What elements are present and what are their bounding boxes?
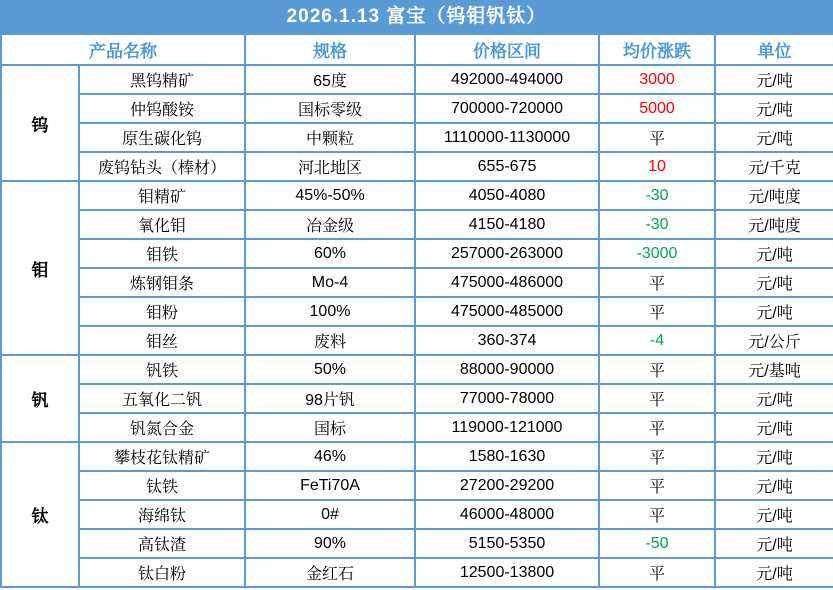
unit-cell: 元/吨 bbox=[715, 268, 833, 297]
spec-cell: 100% bbox=[245, 297, 415, 326]
product-name-cell: 钼丝 bbox=[79, 326, 245, 355]
spec-cell: 0# bbox=[245, 500, 415, 529]
price-range-cell: 475000-486000 bbox=[415, 268, 599, 297]
price-change-cell: 3000 bbox=[599, 65, 715, 94]
table-row bbox=[1, 384, 833, 413]
price-range-cell: 492000-494000 bbox=[415, 65, 599, 94]
price-change-cell: 平 bbox=[599, 268, 715, 297]
spec-cell: 90% bbox=[245, 529, 415, 558]
unit-cell: 元/吨 bbox=[715, 239, 833, 268]
unit-cell: 元/吨 bbox=[715, 500, 833, 529]
price-range-cell: 1110000-1130000 bbox=[415, 123, 599, 152]
product-name-cell: 钼铁 bbox=[79, 239, 245, 268]
price-table bbox=[0, 33, 833, 588]
price-range-cell: 1580-1630 bbox=[415, 442, 599, 471]
spec-cell: FeTi70A bbox=[245, 471, 415, 500]
price-change-cell: -4 bbox=[599, 326, 715, 355]
table-row bbox=[1, 181, 833, 210]
unit-cell: 元/吨 bbox=[715, 471, 833, 500]
product-name-cell: 钛白粉 bbox=[79, 558, 245, 587]
table-row bbox=[1, 355, 833, 384]
table-row bbox=[1, 123, 833, 152]
spec-cell: 中颗粒 bbox=[245, 123, 415, 152]
price-change-cell: 平 bbox=[599, 500, 715, 529]
table-row bbox=[1, 413, 833, 442]
price-range-cell: 655-675 bbox=[415, 152, 599, 181]
spec-cell: 98片钒 bbox=[245, 384, 415, 413]
product-name-cell: 原生碳化钨 bbox=[79, 123, 245, 152]
price-change-cell: 平 bbox=[599, 413, 715, 442]
category-cell: 钛 bbox=[1, 442, 79, 587]
unit-cell: 元/吨 bbox=[715, 65, 833, 94]
price-change-cell: -30 bbox=[599, 181, 715, 210]
col-header-product-name: 产品名称 bbox=[1, 34, 245, 65]
unit-cell: 元/公斤 bbox=[715, 326, 833, 355]
spec-cell: 国标 bbox=[245, 413, 415, 442]
price-range-cell: 88000-90000 bbox=[415, 355, 599, 384]
unit-cell: 元/吨 bbox=[715, 297, 833, 326]
product-name-cell: 钒氮合金 bbox=[79, 413, 245, 442]
product-name-cell: 钼粉 bbox=[79, 297, 245, 326]
price-change-cell: -3000 bbox=[599, 239, 715, 268]
col-header-price-range: 价格区间 bbox=[415, 34, 599, 65]
spec-cell: Mo-4 bbox=[245, 268, 415, 297]
table-row bbox=[1, 471, 833, 500]
product-name-cell: 钒铁 bbox=[79, 355, 245, 384]
price-change-cell: 平 bbox=[599, 297, 715, 326]
table-row bbox=[1, 210, 833, 239]
table-row bbox=[1, 268, 833, 297]
unit-cell: 元/吨度 bbox=[715, 210, 833, 239]
price-change-cell: 10 bbox=[599, 152, 715, 181]
spec-cell: 冶金级 bbox=[245, 210, 415, 239]
table-row bbox=[1, 529, 833, 558]
product-name-cell: 黑钨精矿 bbox=[79, 65, 245, 94]
unit-cell: 元/吨 bbox=[715, 558, 833, 587]
product-name-cell: 五氧化二钒 bbox=[79, 384, 245, 413]
price-change-cell: -50 bbox=[599, 529, 715, 558]
spec-cell: 60% bbox=[245, 239, 415, 268]
unit-cell: 元/吨 bbox=[715, 413, 833, 442]
table-row bbox=[1, 500, 833, 529]
price-range-cell: 360-374 bbox=[415, 326, 599, 355]
product-name-cell: 钛铁 bbox=[79, 471, 245, 500]
spec-cell: 45%-50% bbox=[245, 181, 415, 210]
unit-cell: 元/吨 bbox=[715, 529, 833, 558]
price-change-cell: 平 bbox=[599, 123, 715, 152]
price-range-cell: 4150-4180 bbox=[415, 210, 599, 239]
col-header-spec: 规格 bbox=[245, 34, 415, 65]
spec-cell: 金红石 bbox=[245, 558, 415, 587]
report-title: 2026.1.13 富宝（钨钼钒钛） bbox=[0, 0, 833, 33]
price-range-cell: 5150-5350 bbox=[415, 529, 599, 558]
col-header-avg-change: 均价涨跌 bbox=[599, 34, 715, 65]
table-row bbox=[1, 558, 833, 587]
price-range-cell: 475000-485000 bbox=[415, 297, 599, 326]
price-range-cell: 4050-4080 bbox=[415, 181, 599, 210]
product-name-cell: 炼钢钼条 bbox=[79, 268, 245, 297]
product-name-cell: 攀枝花钛精矿 bbox=[79, 442, 245, 471]
table-row bbox=[1, 297, 833, 326]
price-range-cell: 27200-29200 bbox=[415, 471, 599, 500]
price-change-cell: 平 bbox=[599, 355, 715, 384]
unit-cell: 元/基吨 bbox=[715, 355, 833, 384]
category-cell: 钼 bbox=[1, 181, 79, 355]
price-range-cell: 700000-720000 bbox=[415, 94, 599, 123]
unit-cell: 元/吨 bbox=[715, 442, 833, 471]
product-name-cell: 钼精矿 bbox=[79, 181, 245, 210]
price-change-cell: 平 bbox=[599, 384, 715, 413]
table-row bbox=[1, 94, 833, 123]
spec-cell: 废料 bbox=[245, 326, 415, 355]
unit-cell: 元/吨 bbox=[715, 123, 833, 152]
table-row bbox=[1, 442, 833, 471]
unit-cell: 元/吨 bbox=[715, 94, 833, 123]
unit-cell: 元/吨 bbox=[715, 384, 833, 413]
spec-cell: 46% bbox=[245, 442, 415, 471]
table-row bbox=[1, 152, 833, 181]
category-cell: 钨 bbox=[1, 65, 79, 181]
price-range-cell: 12500-13800 bbox=[415, 558, 599, 587]
spec-cell: 国标零级 bbox=[245, 94, 415, 123]
product-name-cell: 高钛渣 bbox=[79, 529, 245, 558]
price-table-body bbox=[1, 65, 833, 587]
price-range-cell: 257000-263000 bbox=[415, 239, 599, 268]
price-change-cell: 平 bbox=[599, 558, 715, 587]
price-change-cell: 5000 bbox=[599, 94, 715, 123]
product-name-cell: 仲钨酸铵 bbox=[79, 94, 245, 123]
unit-cell: 元/吨度 bbox=[715, 181, 833, 210]
product-name-cell: 废钨钻头（棒材） bbox=[79, 152, 245, 181]
col-header-unit: 单位 bbox=[715, 34, 833, 65]
column-header-row bbox=[1, 34, 833, 65]
category-cell: 钒 bbox=[1, 355, 79, 442]
product-name-cell: 氧化钼 bbox=[79, 210, 245, 239]
price-change-cell: -30 bbox=[599, 210, 715, 239]
price-change-cell: 平 bbox=[599, 442, 715, 471]
price-range-cell: 46000-48000 bbox=[415, 500, 599, 529]
spec-cell: 65度 bbox=[245, 65, 415, 94]
table-row bbox=[1, 65, 833, 94]
unit-cell: 元/千克 bbox=[715, 152, 833, 181]
product-name-cell: 海绵钛 bbox=[79, 500, 245, 529]
spec-cell: 河北地区 bbox=[245, 152, 415, 181]
table-row bbox=[1, 326, 833, 355]
spec-cell: 50% bbox=[245, 355, 415, 384]
price-change-cell: 平 bbox=[599, 471, 715, 500]
price-range-cell: 77000-78000 bbox=[415, 384, 599, 413]
table-row bbox=[1, 239, 833, 268]
price-range-cell: 119000-121000 bbox=[415, 413, 599, 442]
